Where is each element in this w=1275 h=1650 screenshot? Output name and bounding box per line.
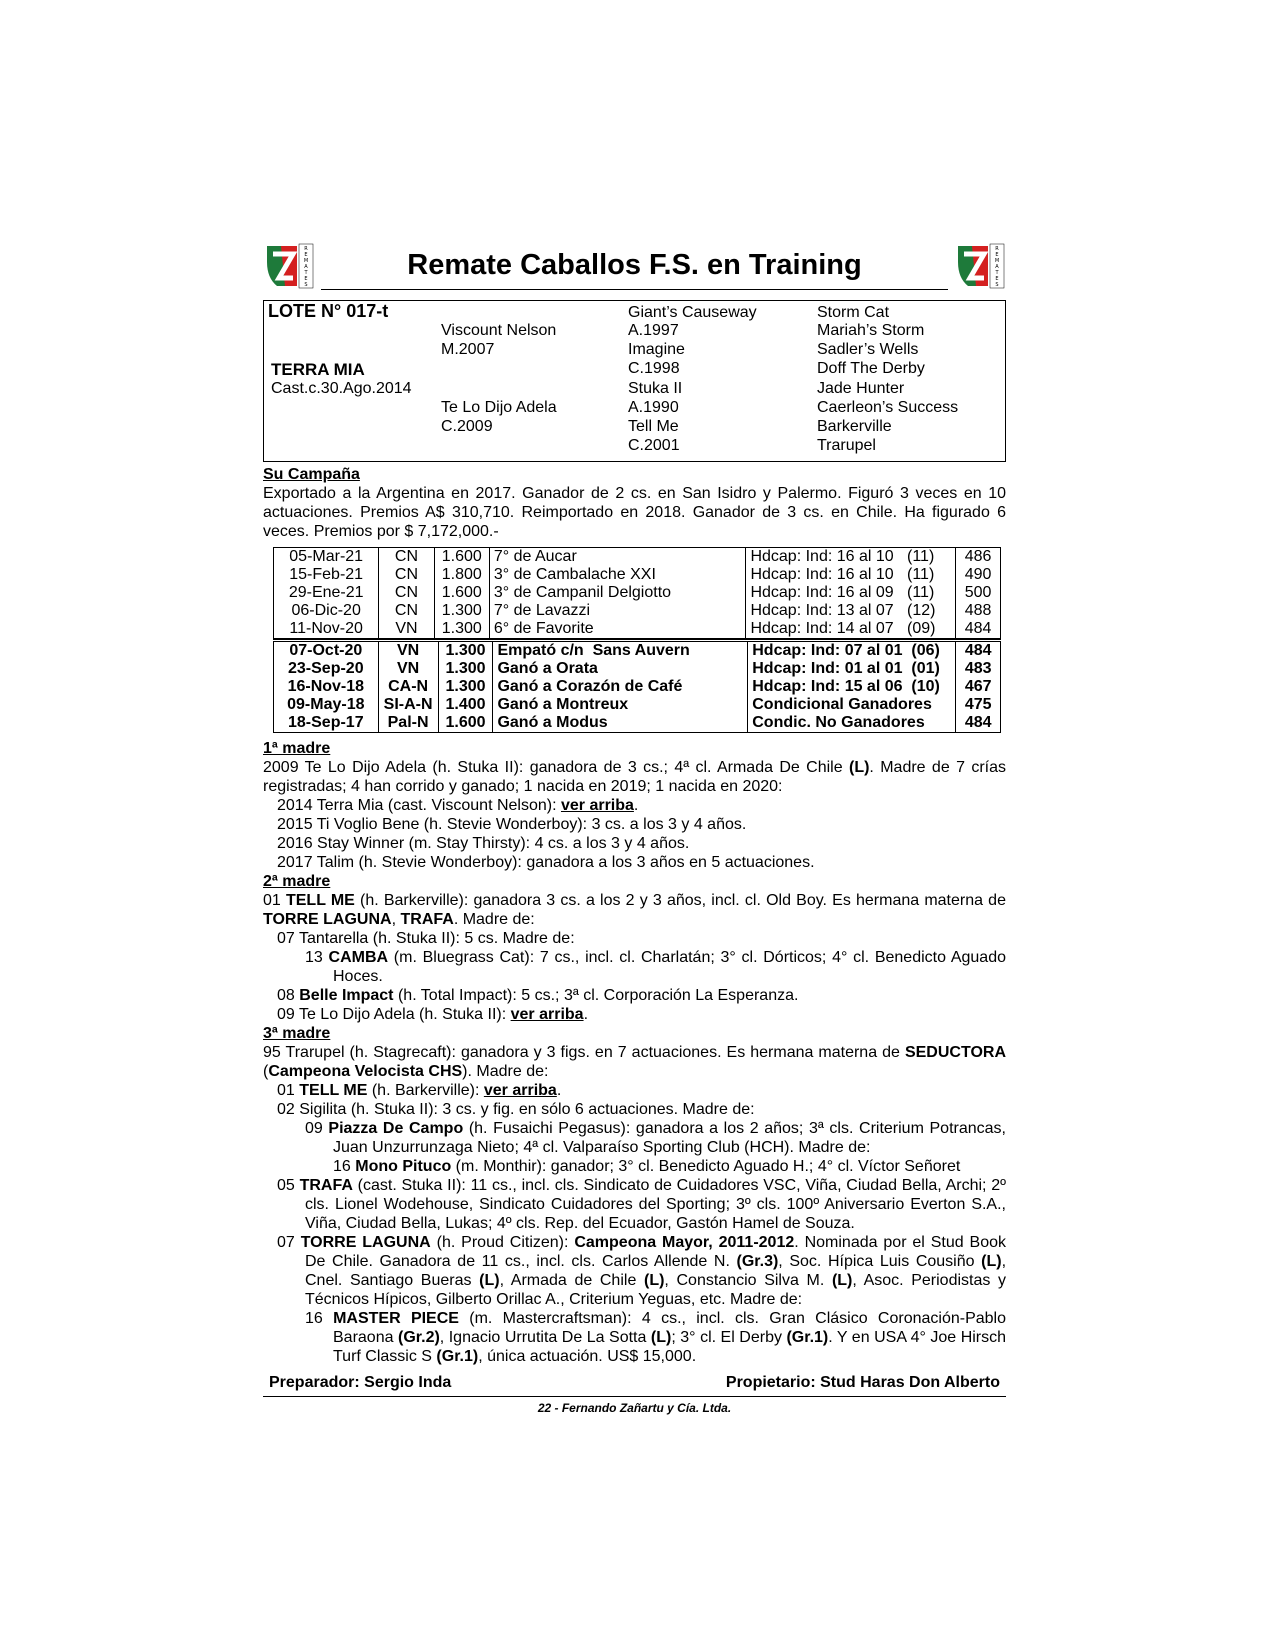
recent-races-table — [273, 547, 1001, 639]
table-cell: Ganó a Corazón de Café — [493, 678, 748, 696]
table-cell: VN — [378, 641, 438, 661]
table-cell: 09-May-18 — [274, 696, 379, 714]
horse-info: Cast.c.30.Ago.2014 — [271, 380, 412, 397]
list-item: 2016 Stay Winner (m. Stay Thirsty): 4 cs. a los 3 y 4 años. — [277, 835, 690, 852]
table-cell: 475 — [956, 696, 1001, 714]
table-cell: 15-Feb-21 — [274, 566, 379, 584]
table-cell: Hdcap: Ind: 15 al 06 (10) — [748, 678, 956, 696]
list-item: 13 CAMBA (m. Bluegrass Cat): 7 cs., incl. cl. Charlatán; 3° cl. Dórticos; 4° cl. Benedicto Aguado Hoces. — [305, 949, 1006, 985]
table-cell: CN — [379, 602, 434, 620]
table-cell: 7° de Aucar — [489, 548, 746, 567]
table-cell: 1.300 — [434, 602, 489, 620]
footer-credits — [263, 1366, 1006, 1397]
table-cell: 486 — [956, 548, 1001, 567]
svg-text:M: M — [303, 258, 309, 264]
list-item: 07 Tantarella (h. Stuka II): 5 cs. Madre de: — [277, 930, 575, 947]
table-cell: CA-N — [378, 678, 438, 696]
svg-text:R: R — [995, 246, 999, 252]
table-row — [274, 678, 1001, 696]
preparador: Preparador: Sergio Inda — [269, 1374, 452, 1391]
table-cell: 1.300 — [438, 641, 493, 661]
list-item: 01 TELL ME (h. Barkerville): ganadora 3 cs. a los 2 y 3 años, incl. cl. Old Boy. Es hermana materna de TORRE LAGUNA, TRAFA. Madre de: — [263, 892, 1006, 928]
madre2-heading: 2ª madre — [263, 873, 331, 890]
table-cell: Pal-N — [378, 714, 438, 733]
page-footer: 22 - Fernando Zañartu y Cía. Ltda. — [537, 1401, 732, 1415]
table-cell: Ganó a Orata — [493, 660, 748, 678]
madre3-section — [263, 1024, 1006, 1366]
header — [263, 242, 1006, 294]
table-cell: Hdcap: Ind: 16 al 10 (11) — [746, 566, 956, 584]
propietario: Propietario: Stud Haras Don Alberto — [725, 1374, 1000, 1391]
pedigree-cell: Giant’s Causeway — [628, 304, 757, 321]
remates-logo-icon — [954, 242, 1006, 290]
table-cell: 18-Sep-17 — [274, 714, 379, 733]
pedigree-cell: Jade Hunter — [817, 380, 905, 397]
table-row — [274, 620, 1001, 639]
table-cell: 467 — [956, 678, 1001, 696]
pedigree-cell: Barkerville — [817, 418, 892, 435]
ver-arriba-link: ver arriba — [510, 1006, 584, 1023]
table-cell: VN — [379, 620, 434, 639]
pedigree-cell: A.1997 — [628, 322, 679, 339]
pedigree-cell: A.1990 — [628, 399, 679, 416]
table-row — [274, 602, 1001, 620]
table-cell: Hdcap: Ind: 07 al 01 (06) — [748, 641, 956, 661]
svg-text:E: E — [304, 276, 308, 282]
svg-text:E: E — [995, 252, 999, 258]
table-cell: Hdcap: Ind: 13 al 07 (12) — [746, 602, 956, 620]
svg-text:E: E — [995, 276, 999, 282]
table-cell: 3° de Cambalache XXI — [489, 566, 746, 584]
table-cell: 1.600 — [434, 548, 489, 567]
pedigree-cell: Sadler’s Wells — [817, 341, 919, 358]
list-item: 2014 Terra Mia (cast. Viscount Nelson): ver arriba. — [277, 797, 639, 814]
table-cell: 490 — [956, 566, 1001, 584]
table-cell: 1.300 — [438, 678, 493, 696]
svg-text:A: A — [304, 264, 308, 270]
list-item: 2017 Talim (h. Stevie Wonderboy): ganadora a los 3 años en 5 actuaciones. — [277, 854, 815, 871]
list-item: 08 Belle Impact (h. Total Impact): 5 cs.; 3ª cl. Corporación La Esperanza. — [277, 987, 799, 1004]
svg-text:E: E — [304, 252, 308, 258]
table-cell: Ganó a Montreux — [493, 696, 748, 714]
dam-info: C.2009 — [441, 418, 493, 435]
table-cell: 07-Oct-20 — [274, 641, 379, 661]
list-item: 09 Piazza De Campo (h. Fusaichi Pegasus): ganadora a los 2 años; 3ª cls. Criterium Potrancas, Juan Unzurrunzaga Nieto; 4ª cl. Valparaíso Sporting Club (HCH). Madre de: — [305, 1120, 1006, 1156]
list-item: 02 Sigilita (h. Stuka II): 3 cs. y fig. en sólo 6 actuaciones. Madre de: — [277, 1101, 755, 1118]
svg-text:A: A — [995, 264, 999, 270]
campaign-text: Exportado a la Argentina en 2017. Ganador de 2 cs. en San Isidro y Palermo. Figuró 3 veces en 10 actuaciones. Premios A$ 310,710. Reimportado en 2018. Ganador de 3 cs. en Chile. Ha figurado 6 veces. Premios por $ 7,172,000.- — [263, 485, 1006, 540]
list-item: 95 Trarupel (h. Stagrecaft): ganadora y 3 figs. en 7 actuaciones. Es hermana materna de SEDUCTORA (Campeona Velocista CHS). Madre de: — [263, 1044, 1006, 1080]
svg-text:M: M — [994, 258, 1000, 264]
ver-arriba-link: ver arriba — [483, 1082, 557, 1099]
pedigree-cell: Imagine — [628, 341, 685, 358]
pedigree-box — [263, 300, 1006, 462]
table-cell: Ganó a Modus — [493, 714, 748, 733]
table-cell: Empató c/n Sans Auvern — [493, 641, 748, 661]
table-cell: Condic. No Ganadores — [748, 714, 956, 733]
table-cell: 488 — [956, 602, 1001, 620]
table-cell: 06-Dic-20 — [274, 602, 379, 620]
table-row — [274, 714, 1001, 733]
table-cell: 484 — [956, 620, 1001, 639]
table-cell: 500 — [956, 584, 1001, 602]
table-cell: 1.800 — [434, 566, 489, 584]
table-row — [274, 566, 1001, 584]
pedigree-cell: C.1998 — [628, 360, 680, 377]
svg-text:R: R — [304, 246, 308, 252]
svg-text:T: T — [995, 270, 999, 276]
table-cell: 1.400 — [438, 696, 493, 714]
document-page — [263, 242, 1006, 1415]
pedigree-cell: Storm Cat — [817, 304, 890, 321]
madre1-heading: 1ª madre — [263, 740, 331, 757]
list-item: 07 TORRE LAGUNA (h. Proud Citizen): Campeona Mayor, 2011-2012. Nominada por el Stud Book De Chile. Ganadora de 11 cs., incl. cls. Carlos Allende N. (Gr.3), Soc. Hípica Luis Cousiño (L), Cnel. Santiago Bueras (L), Armada de Chile (L), Constancio Silva M. (L), Asoc. Periodistas y Técnicos Hípicos, Gilberto Orillac A., Criterium Yeguas, etc. Madre de: — [277, 1234, 1007, 1308]
winning-races-table — [273, 639, 1001, 733]
dam-name: Te Lo Dijo Adela — [441, 399, 557, 416]
list-item: 2015 Ti Voglio Bene (h. Stevie Wonderboy): 3 cs. a los 3 y 4 años. — [277, 816, 747, 833]
pedigree-cell: Tell Me — [628, 418, 679, 435]
table-cell: SI-A-N — [378, 696, 438, 714]
table-cell: VN — [378, 660, 438, 678]
table-cell: 484 — [956, 714, 1001, 733]
pedigree-cell: Stuka II — [628, 380, 683, 397]
table-cell: 484 — [956, 641, 1001, 661]
list-item: 16 Mono Pituco (m. Monthir): ganador; 3° cl. Benedicto Aguado H.; 4° cl. Víctor Señoret — [333, 1158, 961, 1175]
table-cell: Condicional Ganadores — [748, 696, 956, 714]
svg-text:S: S — [995, 282, 999, 288]
table-cell: 1.300 — [438, 660, 493, 678]
madre1-intro: 2009 Te Lo Dijo Adela (h. Stuka II): ganadora de 3 cs.; 4ª cl. Armada De Chile (L). Madre de 7 crías registradas; 4 han corrido y ganado; 1 nacida en 2019; 1 nacida en 2020: — [263, 759, 1007, 795]
sire-info: M.2007 — [441, 341, 495, 358]
pedigree-cell: Caerleon’s Success — [817, 399, 959, 416]
table-row — [274, 584, 1001, 602]
table-cell: 1.600 — [434, 584, 489, 602]
svg-text:T: T — [304, 270, 308, 276]
table-row — [274, 548, 1001, 567]
ver-arriba-link: ver arriba — [560, 797, 634, 814]
lote-number: LOTE N° 017-t — [268, 301, 389, 321]
table-cell: 6° de Favorite — [489, 620, 746, 639]
table-row — [274, 641, 1001, 661]
table-cell: 29-Ene-21 — [274, 584, 379, 602]
pedigree-cell: Trarupel — [817, 437, 876, 454]
table-cell: Hdcap: Ind: 16 al 10 (11) — [746, 548, 956, 567]
madre2-section — [263, 872, 1006, 1024]
table-cell: Hdcap: Ind: 16 al 09 (11) — [746, 584, 956, 602]
list-item: 09 Te Lo Dijo Adela (h. Stuka II): ver arriba. — [277, 1006, 589, 1023]
table-row — [274, 696, 1001, 714]
list-item: 01 TELL ME (h. Barkerville): ver arriba. — [277, 1082, 562, 1099]
table-cell: 11-Nov-20 — [274, 620, 379, 639]
list-item: 05 TRAFA (cast. Stuka II): 11 cs., incl. cls. Sindicato de Cuidadores VSC, Viña, Ciudad Bella, Archi; 2º cls. Lionel Wodehouse, Sindicato Cuidadores del Sporting; 3º cls. 100º Aniversario Everton S.A., Viña, Ciudad Bella, Lukas; 4º cls. Rep. del Ecuador, Gastón Hamel de Souza. — [277, 1177, 1006, 1232]
page-title: Remate Caballos F.S. en Training — [321, 242, 948, 290]
table-cell: 23-Sep-20 — [274, 660, 379, 678]
pedigree-cell: C.2001 — [628, 437, 680, 454]
table-row — [274, 660, 1001, 678]
table-cell: CN — [379, 548, 434, 567]
pedigree-cell: Doff The Derby — [817, 360, 925, 377]
madre1-section — [263, 739, 1006, 872]
campaign-tables — [263, 547, 1006, 733]
table-cell: 483 — [956, 660, 1001, 678]
pedigree-cell: Mariah’s Storm — [817, 322, 925, 339]
sire-name: Viscount Nelson — [441, 322, 557, 339]
table-cell: 7° de Lavazzi — [489, 602, 746, 620]
horse-name: TERRA MIA — [271, 360, 365, 379]
table-cell: 05-Mar-21 — [274, 548, 379, 567]
table-cell: 1.600 — [438, 714, 493, 733]
madre3-heading: 3ª madre — [263, 1025, 331, 1042]
table-cell: 16-Nov-18 — [274, 678, 379, 696]
table-cell: CN — [379, 584, 434, 602]
campaign-heading: Su Campaña — [263, 466, 360, 483]
list-item: 16 MASTER PIECE (m. Mastercraftsman): 4 cs., incl. cls. Gran Clásico Coronación-Pablo Baraona (Gr.2), Ignacio Urrutita De La Sotta (L); 3° cl. El Derby (Gr.1). Y en USA 4° Joe Hirsch Turf Classic S (Gr.1), única actuación. US$ 15,000. — [305, 1310, 1007, 1365]
table-cell: Hdcap: Ind: 14 al 07 (09) — [746, 620, 956, 639]
campaign-section — [263, 465, 1006, 541]
table-cell: 1.300 — [434, 620, 489, 639]
table-cell: 3° de Campanil Delgiotto — [489, 584, 746, 602]
table-cell: Hdcap: Ind: 01 al 01 (01) — [748, 660, 956, 678]
table-cell: CN — [379, 566, 434, 584]
remates-logo-icon — [263, 242, 315, 290]
svg-text:S: S — [304, 282, 308, 288]
